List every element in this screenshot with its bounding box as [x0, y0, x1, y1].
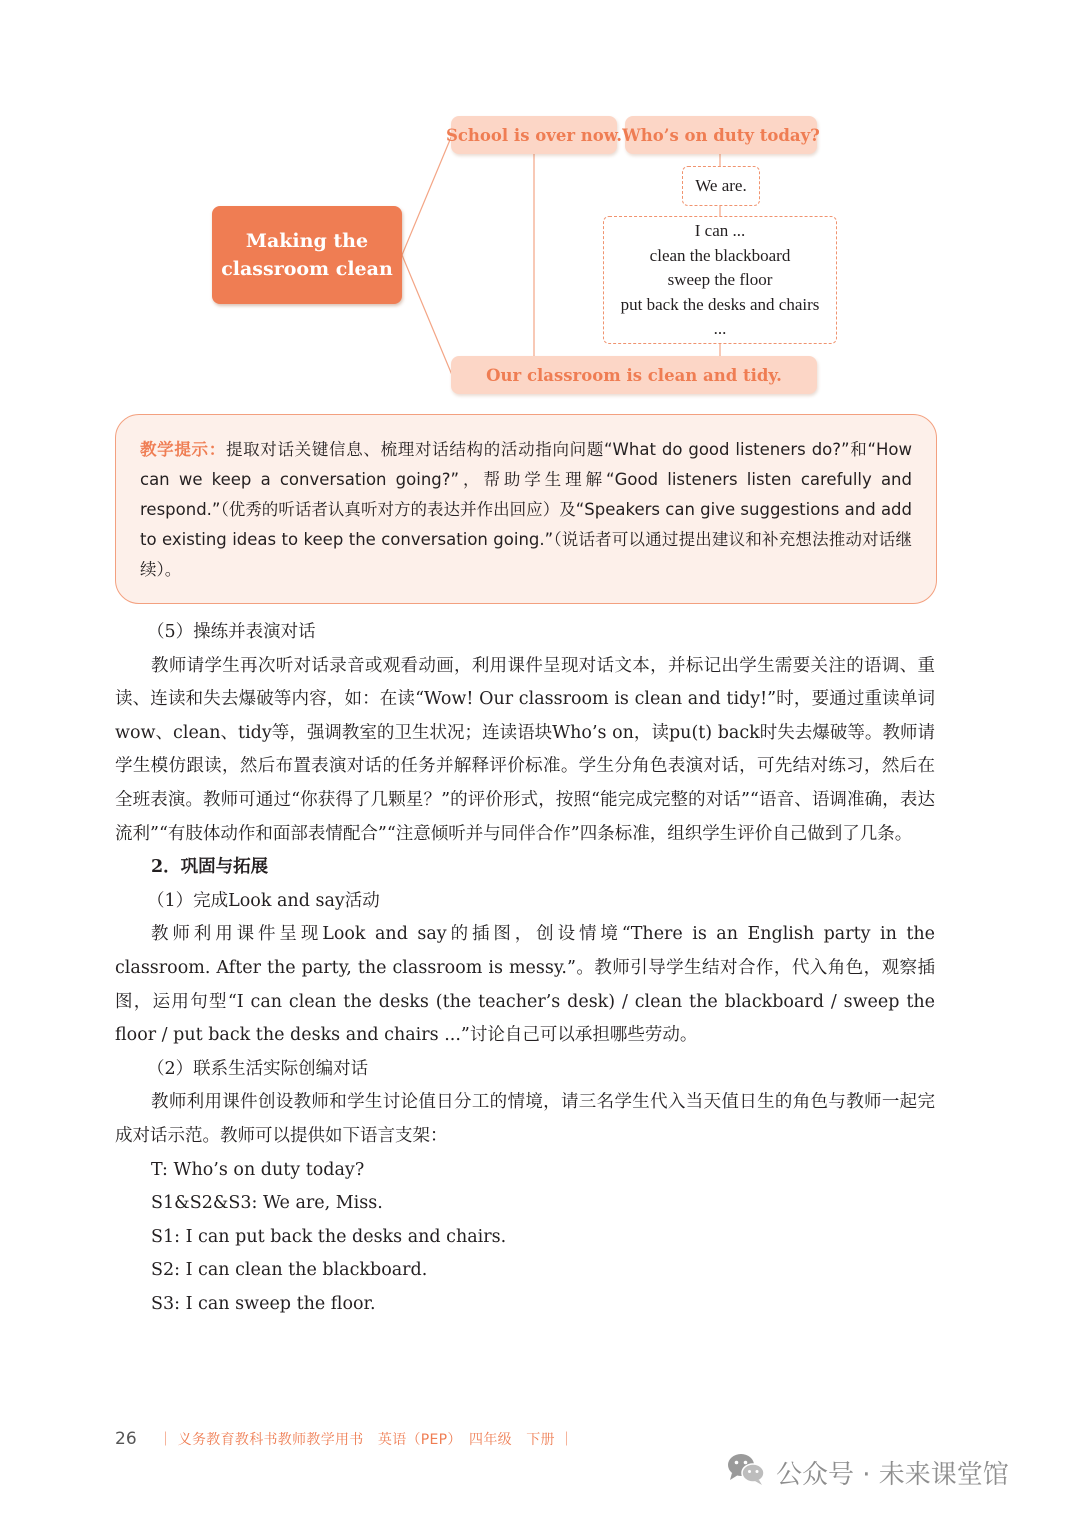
section-heading-consolidation: 2．巩固与拓展 [151, 857, 269, 878]
teaching-tip-box [115, 414, 937, 604]
i-can-node [603, 216, 837, 344]
dialogue-line: T: Who’s on duty today? [151, 1159, 365, 1180]
tip-text: 提取对话关键信息、梳理对话结构的活动指向问题“What do good listeners do?”和“How can we keep a conversation going?”，帮助学生理解“Good listeners listen carefully and respond.”（优秀的听话者认真听对方的表达并作出回应）及“Speakers can give suggestions and add to existing ideas to keep the conversation going.”（说话者可以通过提出建议和补充想法推动对话继续）。 [140, 440, 913, 579]
subheading-practice: （5）操练并表演对话 [147, 622, 316, 642]
dialogue-line: S2: I can clean the blackboard. [151, 1260, 428, 1281]
book-title: ｜ 义务教育教科书教师教学用书 英语（PEP） 四年级 下册 ｜ [158, 1432, 574, 1448]
tip-label: 教学提示： [140, 440, 226, 459]
watermark-text: 公众号 · 未来课堂馆 [776, 1459, 1009, 1490]
subheading-create-dialogue: （2）联系生活实际创编对话 [147, 1058, 369, 1079]
dialogue-line: S1&S2&S3: We are, Miss. [151, 1193, 383, 1214]
paragraph-create-dialogue: 教师利用课件创设教师和学生讨论值日分工的情境，请三名学生代入当天值日生的角色与教师一起完成对话示范。教师可以提供如下语言支架： [115, 1092, 935, 1146]
who-on-duty-node: Who’s on duty today? [625, 116, 817, 154]
subheading-look-and-say: （1）完成Look and say活动 [147, 890, 380, 911]
i-can-line: I can ... [694, 221, 746, 240]
i-can-line: sweep the floor [667, 270, 773, 289]
i-can-line: clean the blackboard [649, 245, 791, 265]
paragraph-practice: 教师请学生再次听对话录音或观看动画，利用课件呈现对话文本，并标记出学生需要关注的语调、重读、连读和失去爆破等内容，如：在读“Wow! Our classroom is clean and tidy!”时，要通过重读单词wow、clean、tidy等，强调教室的卫生状况；连读语块Who’s on，读pu(t) back时失去爆破等。教师请学生模仿跟读，然后布置表演对话的任务并解释评价标准。学生分角色表演对话，可先结对练习，然后在全班表演。教师可通过“你获得了几颗星？”的评价形式，按照“能完成完整的对话”“语音、语调准确，表达流利”“有肢体动作和面部表情配合”“注意倾听并与同伴合作”四条标准，组织学生评价自己做到了几条。 [115, 655, 935, 844]
main-topic-node [212, 206, 402, 304]
dialogue-line: S3: I can sweep the floor. [151, 1293, 376, 1314]
dialogue-line: S1: I can put back the desks and chairs. [151, 1226, 507, 1247]
wechat-icon [726, 1452, 766, 1493]
i-can-line: put back the desks and chairs [620, 294, 820, 314]
watermark [726, 1452, 1009, 1492]
page-number: 26 [115, 1429, 137, 1449]
conclusion-node: Our classroom is clean and tidy. [451, 356, 817, 394]
i-can-line: ... [713, 319, 727, 338]
paragraph-look-and-say: 教师利用课件呈现Look and say的插图，创设情境“There is an English party in the classroom. After the party, the classroom is messy.”。教师引导学生结对合作，代入角色，观察插图，运用句型“I can clean the desks (the teacher’s desk) / clean the blackboard / sweep the floor / put back the desks and chairs ...”讨论自己可以承担哪些劳动。 [115, 924, 935, 1046]
main-topic-label: Making the classroom clean [221, 230, 393, 280]
body-text [115, 616, 935, 1321]
page-footer [115, 1426, 574, 1452]
school-over-node: School is over now. [451, 116, 617, 154]
we-are-node: We are. [682, 166, 760, 206]
